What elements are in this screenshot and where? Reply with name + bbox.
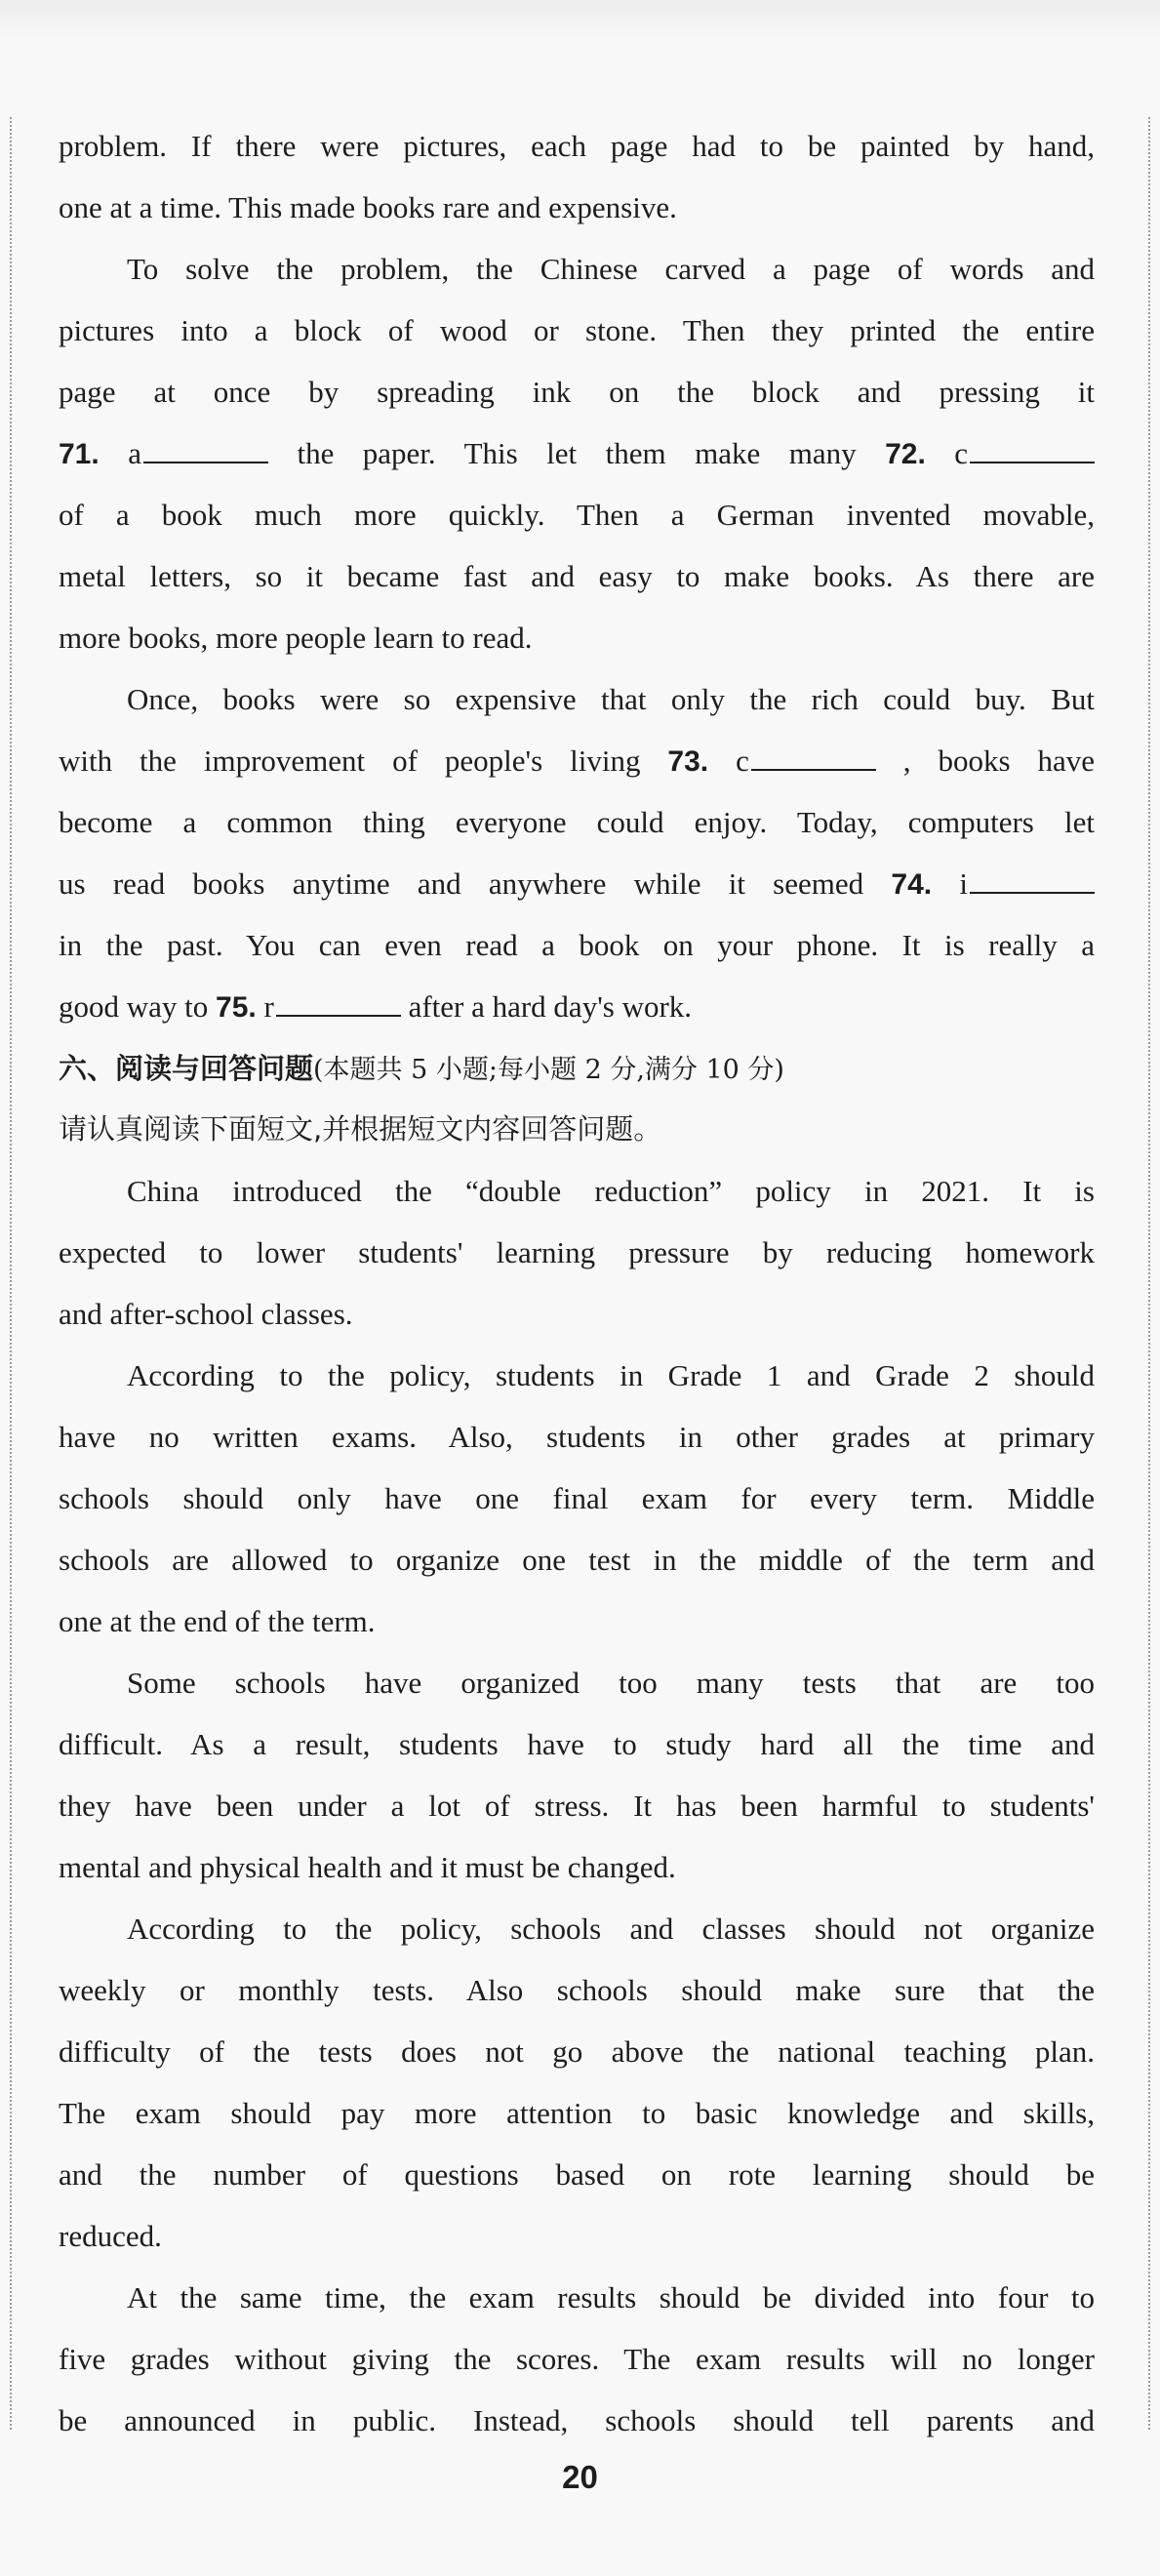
- page-number: 20: [562, 2459, 598, 2495]
- section-score-note: (本题共 5 小题;每小题 2 分,满分 10 分): [313, 1055, 784, 1085]
- passage-a-text: good way to: [59, 989, 209, 1024]
- answer-blank-73[interactable]: [751, 740, 876, 771]
- section-title: 六、阅读与回答问题: [59, 1052, 314, 1085]
- question-number-73: 73.: [667, 745, 709, 778]
- passage-b-line: schools are allowed to organize one test in the middle of the term and: [59, 1543, 1095, 1577]
- answer-initial-72: c: [954, 436, 969, 470]
- question-number-71: 71.: [59, 438, 100, 470]
- passage-a-text: us read books anytime and anywhere while it seemed: [59, 866, 864, 901]
- passage-b-line: China introduced the “double reduction” policy in 2021. It is: [127, 1174, 1095, 1208]
- passage-a-text: after a hard day's work.: [408, 989, 693, 1024]
- passage-b-line: have no written exams. Also, students in other grades at primary: [59, 1420, 1095, 1454]
- answer-initial-74: i: [959, 866, 969, 901]
- passage-b-line: mental and physical health and it must be changed.: [59, 1850, 676, 1884]
- passage-b-line: The exam should pay more attention to basic knowledge and skills,: [59, 2096, 1095, 2130]
- passage-a-line: in the past. You can even read a book on your phone. It is really a: [59, 928, 1095, 962]
- passage-b-line: reduced.: [59, 2219, 162, 2253]
- passage-b-line: one at the end of the term.: [59, 1604, 376, 1638]
- passage-b-line: expected to lower students' learning pressure by reducing homework: [59, 1235, 1095, 1269]
- question-number-74: 74.: [891, 868, 933, 901]
- passage-a-line: become a common thing everyone could enjoy. Today, computers let: [59, 805, 1095, 839]
- passage-b-line: schools should only have one final exam for every term. Middle: [59, 1481, 1095, 1515]
- passage-b-line: Some schools have organized too many tests that are too: [127, 1666, 1095, 1700]
- passage-a-line: pictures into a block of wood or stone. Then they printed the entire: [59, 313, 1095, 347]
- answer-blank-75[interactable]: [276, 986, 401, 1017]
- passage-a-line: Once, books were so expensive that only the rich could buy. But: [127, 682, 1095, 716]
- answer-initial-75: r: [263, 989, 274, 1024]
- passage-a-line: of a book much more quickly. Then a German invented movable,: [59, 498, 1095, 532]
- left-dotted-rule: [10, 117, 12, 2430]
- passage-b-line: At the same time, the exam results should be divided into four to: [127, 2280, 1095, 2314]
- passage-a-line: more books, more people learn to read.: [59, 621, 533, 655]
- passage-a-line-q74: [59, 853, 1095, 914]
- answer-initial-71: a: [128, 436, 141, 470]
- passage-b-line: and the number of questions based on rote learning should be: [59, 2157, 1095, 2192]
- passage-a-line-q71-q72: [59, 423, 1095, 484]
- passage-b-line: difficulty of the tests does not go above the national teaching plan.: [59, 2034, 1095, 2069]
- answer-initial-73: c: [736, 744, 749, 778]
- answer-blank-72[interactable]: [970, 432, 1095, 463]
- passage-a-line: page at once by spreading ink on the block and pressing it: [59, 375, 1095, 409]
- right-dotted-rule: [1148, 117, 1150, 2430]
- section-instruction: 请认真阅读下面短文,并根据短文内容回答问题。: [59, 1112, 662, 1146]
- page-content: [59, 115, 1095, 2451]
- passage-b-line: difficult. As a result, students have to study hard all the time and: [59, 1727, 1095, 1761]
- passage-b-line: According to the policy, schools and classes should not organize: [127, 1912, 1095, 1946]
- passage-b-line: According to the policy, students in Grade 1 and Grade 2 should: [127, 1358, 1095, 1392]
- passage-b-line: weekly or monthly tests. Also schools should make sure that the: [59, 1973, 1095, 2007]
- page-top-shadow: [0, 0, 1160, 37]
- passage-a-line: metal letters, so it became fast and easy to make books. As there are: [59, 559, 1095, 593]
- passage-a-text: the paper. This let them make many: [297, 436, 857, 470]
- passage-a-text: with the improvement of people's living: [59, 744, 641, 778]
- answer-blank-71[interactable]: [143, 432, 268, 463]
- passage-a-line: To solve the problem, the Chinese carved a page of words and: [127, 252, 1095, 286]
- question-number-75: 75.: [216, 991, 257, 1024]
- passage-a-line-q75: [59, 976, 1095, 1037]
- passage-b-line: be announced in public. Instead, schools should tell parents and: [59, 2403, 1095, 2437]
- passage-b-line: they have been under a lot of stress. It has been harmful to students': [59, 1789, 1095, 1823]
- passage-a-line: one at a time. This made books rare and expensive.: [59, 190, 677, 224]
- question-number-72: 72.: [885, 438, 926, 470]
- passage-b-line: and after-school classes.: [59, 1297, 353, 1331]
- passage-a-text: , books have: [902, 744, 1095, 778]
- answer-blank-74[interactable]: [970, 863, 1095, 894]
- passage-a-line-q73: [59, 730, 1095, 791]
- passage-b-line: five grades without giving the scores. The exam results will no longer: [59, 2342, 1095, 2376]
- section-heading: [59, 1037, 1095, 1099]
- passage-a-line: problem. If there were pictures, each page had to be painted by hand,: [59, 129, 1095, 163]
